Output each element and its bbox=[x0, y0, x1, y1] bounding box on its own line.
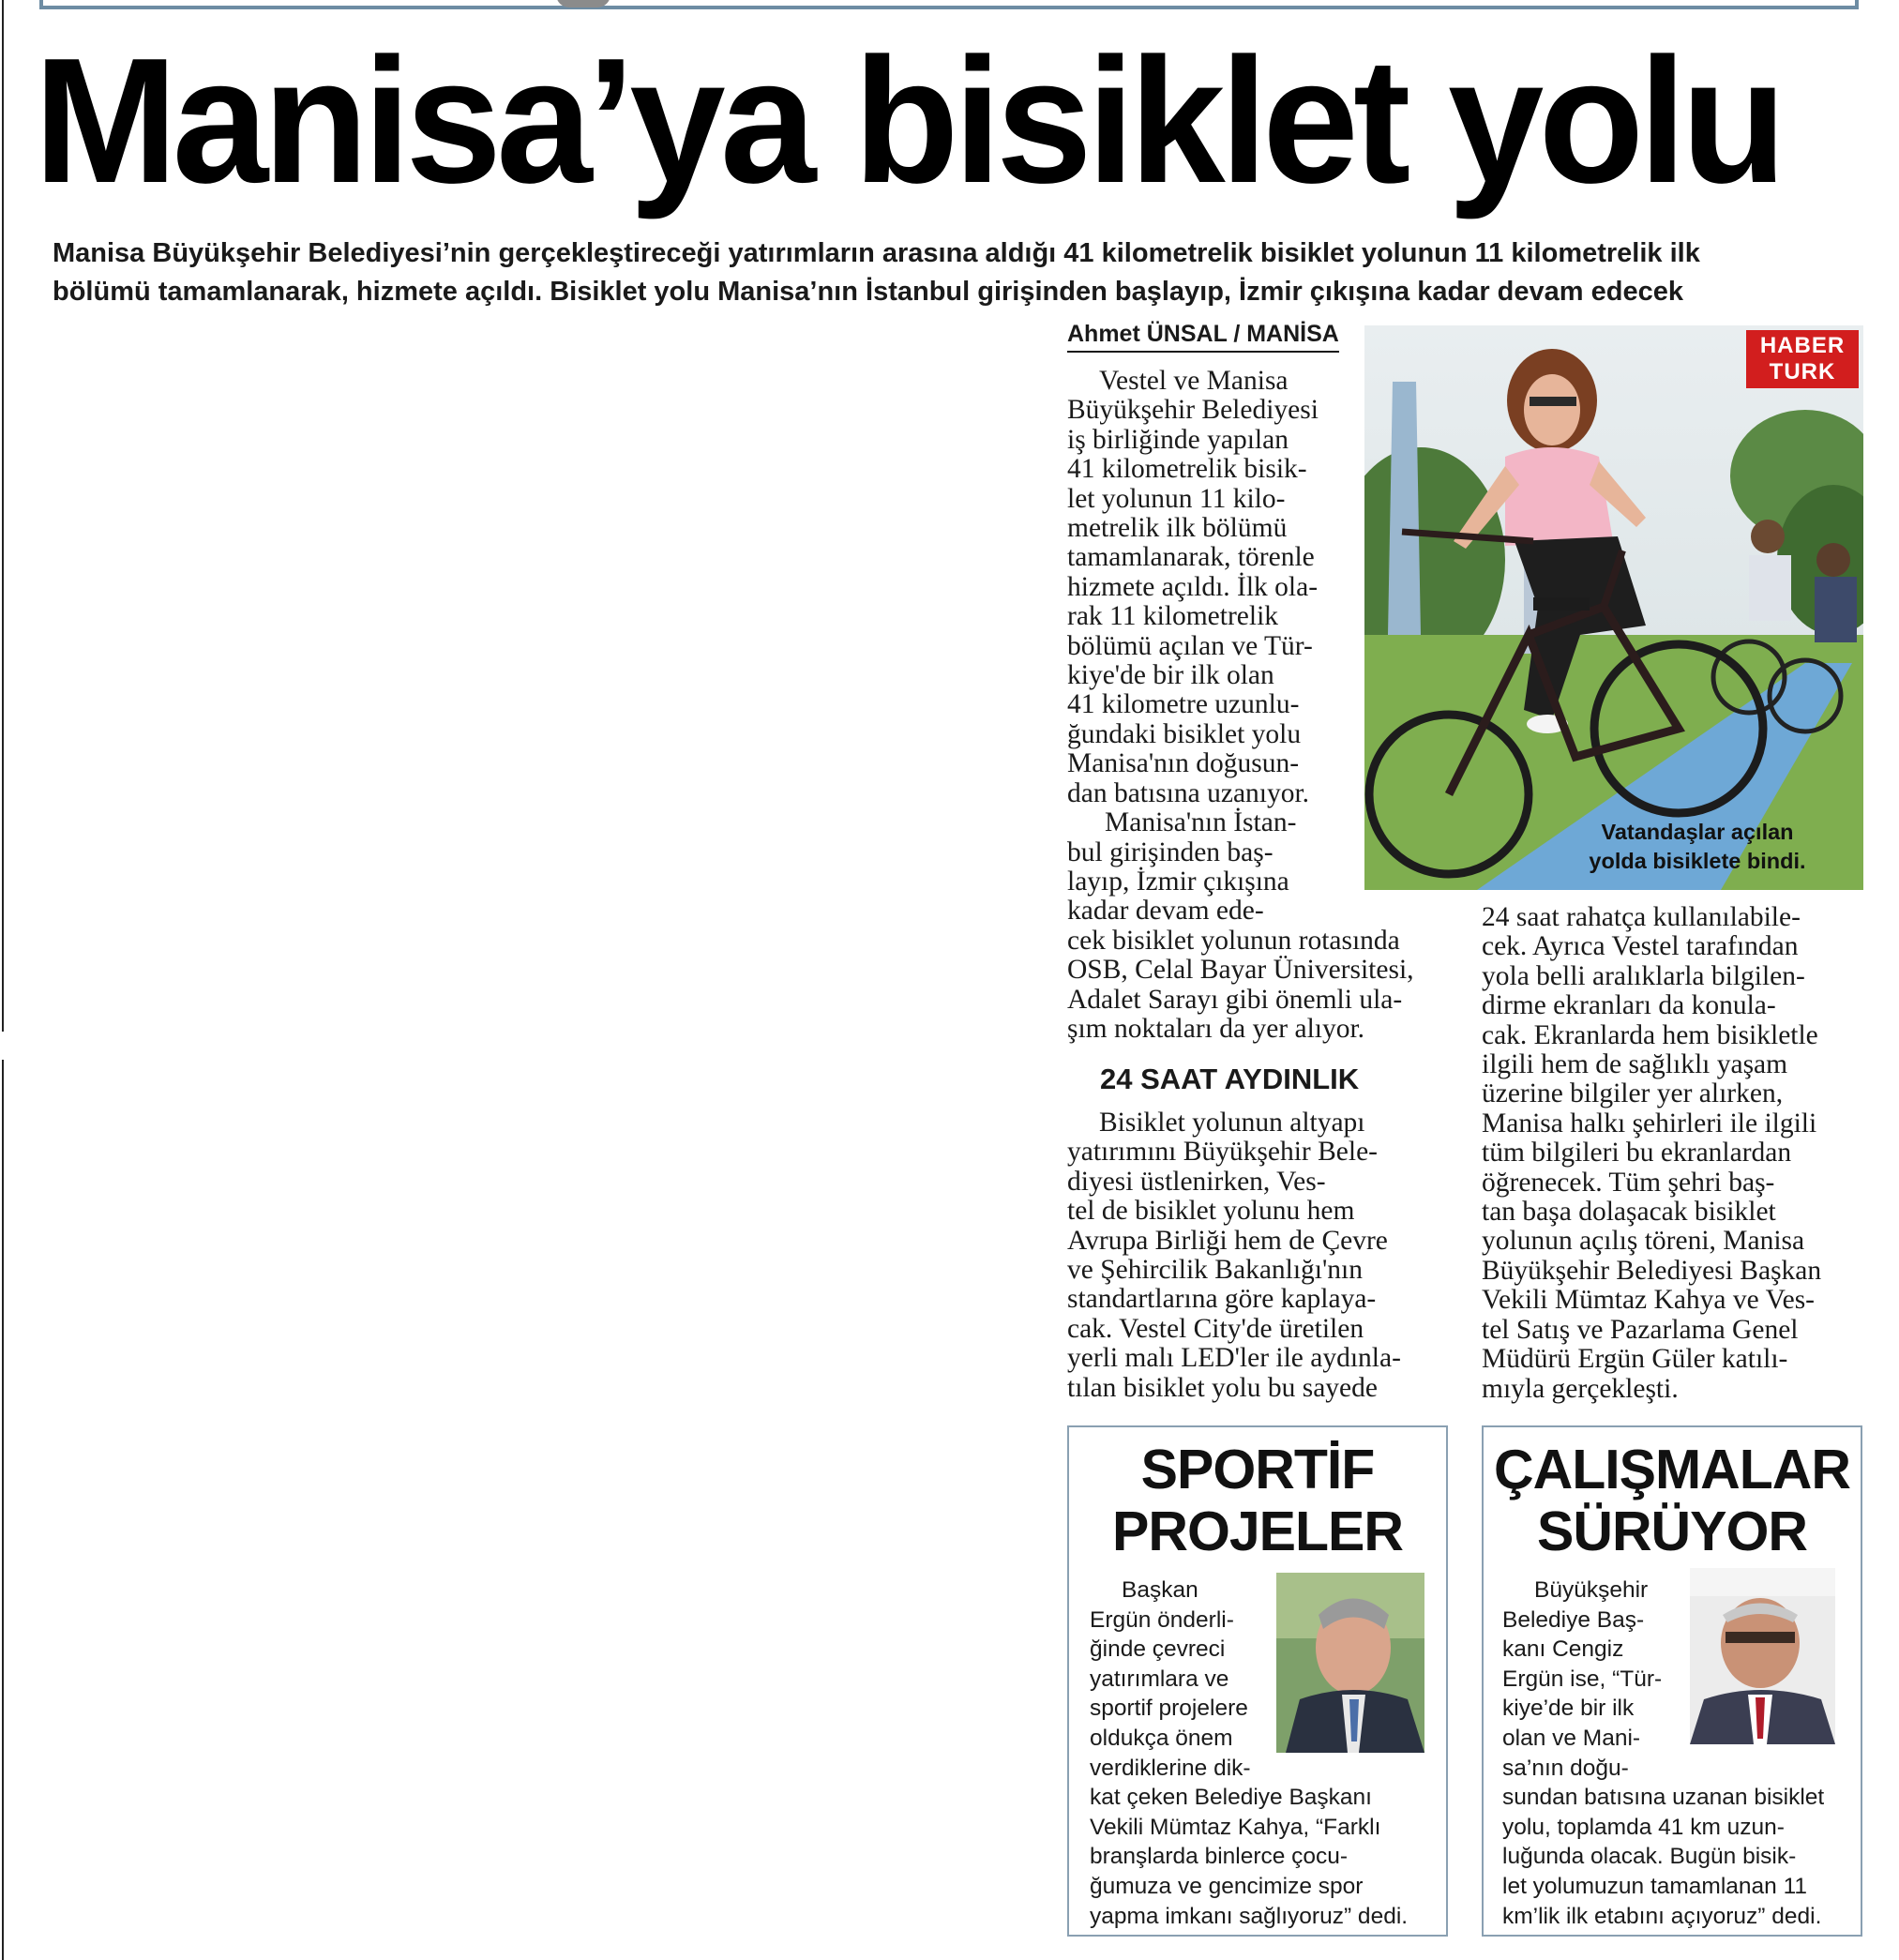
article-column-2 bbox=[1482, 903, 1821, 1404]
lead-line: Manisa Büyükşehir Belediyesi’nin gerçekleştireceği yatırımların arasına aldığı 41 kilometrelik bisiklet yolunun 11 kilometrelik ilk bbox=[53, 238, 1700, 268]
haberturk-logo: HABER TURK bbox=[1746, 330, 1859, 388]
box-title: SPORTİF PROJELER bbox=[1111, 1439, 1404, 1562]
paragraph: 24 saat rahatça kullanılabile- cek. Ayrıca Vestel tarafından yola belli aralıklarla bilgilen- dirme ekranları da konula- cak. Ekranlarda hem bisikletle ilgili hem de sağlıklı yaşam üzerine bilgiler yer alırken, Manisa halkı şehirleri ile ilgili tüm bilgileri bu ekranlardan öğrenecek. Tüm şehri baş- tan başa dolaşacak bisiklet yolunun açılış töreni, Manisa Büyükşehir Belediyesi Başkan Vekili Mümtaz Kahya ve Ves- tel Satış ve Pazarlama Genel Müdürü Ergün Güler katılı- mıyla gerçekleşti. bbox=[1482, 902, 1822, 1404]
photo-caption: Vatandaşlar açılan yolda bisiklete bindi. bbox=[1589, 820, 1806, 873]
cyclist-photo bbox=[1364, 325, 1863, 890]
headline: Manisa’ya bisiklet yolu bbox=[34, 22, 1782, 220]
byline: Ahmet ÜNSAL / MANİSA bbox=[1067, 321, 1339, 353]
top-frame-ornament bbox=[556, 0, 610, 8]
article-column-1 bbox=[1067, 367, 1414, 1044]
article-column-1-continued bbox=[1067, 1108, 1401, 1403]
paragraph: Vestel ve Manisa Büyükşehir Belediyesi iş birliğinde yapılan 41 kilometrelik bisik- let yolunun 11 kilo- metrelik ilk bölümü tamamlanarak, törenle hizmete açıldı. İlk ola- rak 11 kilometrelik bölümü açılan ve Tür- kiye'de bir ilk olan 41 kilometre uzunlu- ğundaki bisiklet yolu Manisa'nın doğusun- dan batısına uzanıyor. bbox=[1067, 366, 1319, 808]
paragraph: Bisiklet yolunun altyapı yatırımını Büyükşehir Bele- diyesi üstlenirken, Ves- tel de bisiklet yolunu hem Avrupa Birliği hem de Çevre ve Şehircilik Bakanlığı'nın standartlarına göre kaplaya- cak. Vestel City'de üretilen yerli malı LED'ler ile aydınla- tılan bisiklet yolu bu sayede bbox=[1067, 1108, 1401, 1403]
paragraph: Manisa'nın İstan- bul girişinden baş- layıp, İzmir çıkışına kadar devam ede- cek bisiklet yolunun rotasında OSB, Celal Bayar Üniversitesi, Adalet Sarayı gibi önemli ula- şım noktaları da yer alıyor. bbox=[1067, 807, 1414, 1044]
sidebar-box-calismalar bbox=[1482, 1425, 1862, 1937]
box-title: ÇALIŞMALAR SÜRÜYOR bbox=[1493, 1439, 1850, 1562]
section-subhead: 24 SAAT AYDINLIK bbox=[1100, 1063, 1360, 1095]
left-column-rule bbox=[2, 0, 4, 1032]
sidebar-box-sportif bbox=[1067, 1425, 1448, 1937]
top-frame-border bbox=[39, 0, 1859, 9]
box-text: Büyükşehir Belediye Baş- kanı Cengiz Ergün ise, “Tür- kiye’de bir ilk olan ve Mani- sa’nın doğu- sundan batısına uzanan bisiklet yolu, toplamda 41 km uzun- luğunda olacak. Bugün bisik- let yolumuzun tamamlanan 11 km’lik ilk etabını açıyoruz” dedi. bbox=[1502, 1577, 1825, 1929]
box-text: Başkan Ergün önderli- ğinde çevreci yatırımlara ve sportif projelere oldukça önem verdiklerine dik- kat çeken Belediye Başkanı Vekili Mümtaz Kahya, “Farklı branşlarda binlerce çocu- ğumuza ve gencimize spor yapma imkanı sağlıyoruz” dedi. bbox=[1090, 1577, 1409, 1929]
lead-line: bölümü tamamlanarak, hizmete açıldı. Bisiklet yolu Manisa’nın İstanbul girişinden başlayıp, İzmir çıkışına kadar devam edecek bbox=[53, 277, 1683, 307]
left-column-rule-lower bbox=[2, 1060, 4, 1960]
lead-paragraph bbox=[53, 234, 1862, 311]
